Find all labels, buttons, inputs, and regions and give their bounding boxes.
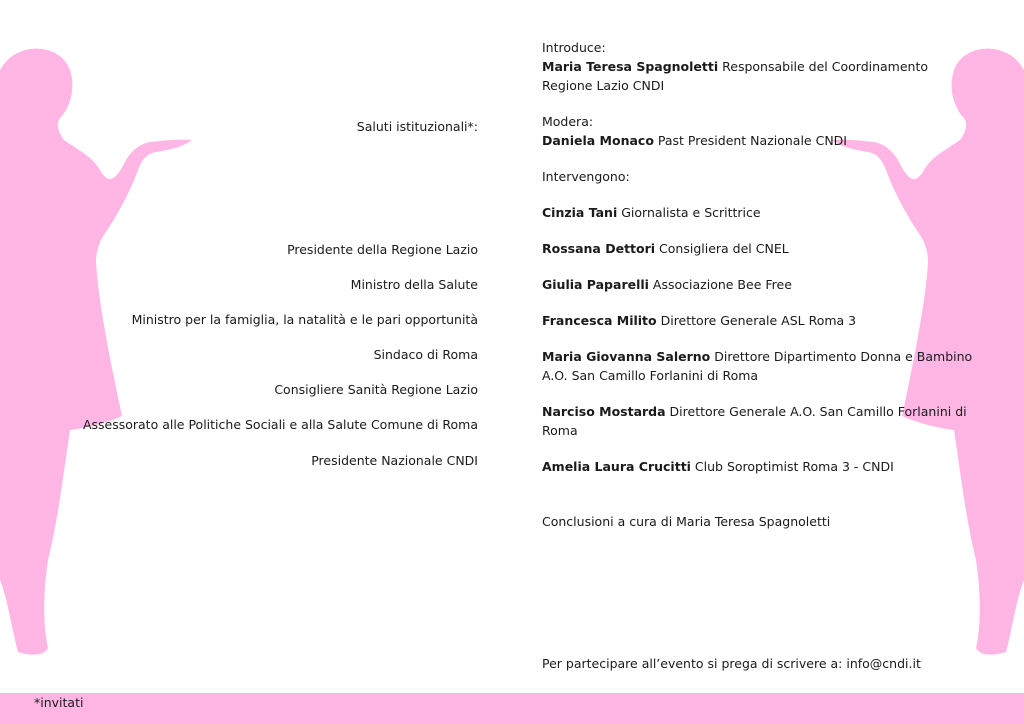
greeting-item: Ministro della Salute bbox=[350, 277, 478, 292]
program-column bbox=[542, 38, 974, 531]
speaker-role: Direttore Generale A.O. San Camillo Forlanini di Roma bbox=[542, 404, 967, 438]
speaker-name: Maria Giovanna Salerno bbox=[542, 349, 711, 364]
modera-role: Past President Nazionale CNDI bbox=[653, 133, 847, 148]
greeting-item: Sindaco di Roma bbox=[373, 347, 478, 362]
speaker-entry bbox=[542, 457, 974, 476]
speaker-name: Francesca Milito bbox=[542, 313, 657, 328]
speaker-entry bbox=[542, 239, 974, 258]
speaker-role: Club Soroptimist Roma 3 - CNDI bbox=[690, 459, 894, 474]
modera-label: Modera: bbox=[542, 114, 594, 129]
speaker-entry bbox=[542, 203, 974, 222]
woman-silhouette-left-icon bbox=[0, 0, 200, 690]
speaker-entry bbox=[542, 275, 974, 294]
invited-footnote: *invitati bbox=[34, 695, 84, 710]
contact-line: Per partecipare all’evento si prega di scrivere a: info@cndi.it bbox=[542, 656, 921, 671]
introduce-name: Maria Teresa Spagnoletti bbox=[542, 59, 719, 74]
greeting-item: Ministro per la famiglia, la natalità e le pari opportunità bbox=[131, 312, 478, 327]
introduce-label: Introduce: bbox=[542, 40, 606, 55]
speaker-role: Giornalista e Scrittrice bbox=[617, 205, 761, 220]
intervengono-label: Intervengono: bbox=[542, 169, 630, 184]
greeting-item: Assessorato alle Politiche Sociali e alla Salute Comune di Roma bbox=[82, 417, 478, 432]
speaker-name: Amelia Laura Crucitti bbox=[542, 459, 691, 474]
speaker-role: Direttore Dipartimento Donna e Bambino A.O. San Camillo Forlanini di Roma bbox=[542, 349, 973, 383]
speaker-role: Associazione Bee Free bbox=[648, 277, 792, 292]
speaker-entry bbox=[542, 402, 974, 440]
greeting-item: Consigliere Sanità Regione Lazio bbox=[274, 382, 478, 397]
modera-name: Daniela Monaco bbox=[542, 133, 654, 148]
conclusion-text: Conclusioni a cura di Maria Teresa Spagnoletti bbox=[542, 514, 831, 529]
speaker-role: Direttore Generale ASL Roma 3 bbox=[656, 313, 857, 328]
greetings-heading: Saluti istituzionali*: bbox=[356, 119, 478, 134]
speaker-name: Giulia Paparelli bbox=[542, 277, 649, 292]
speaker-role: Consigliera del CNEL bbox=[655, 241, 789, 256]
greeting-item: Presidente della Regione Lazio bbox=[287, 242, 478, 257]
introduce-entry bbox=[542, 57, 974, 95]
speaker-entry bbox=[542, 347, 974, 385]
speaker-name: Narciso Mostarda bbox=[542, 404, 666, 419]
speaker-name: Cinzia Tani bbox=[542, 205, 618, 220]
greeting-item: Presidente Nazionale CNDI bbox=[311, 453, 478, 468]
introduce-role: Responsabile del Coordinamento Regione Lazio CNDI bbox=[542, 59, 929, 93]
modera-entry bbox=[542, 131, 974, 150]
footer-band bbox=[0, 693, 1024, 724]
speaker-entry bbox=[542, 311, 974, 330]
speaker-name: Rossana Dettori bbox=[542, 241, 656, 256]
